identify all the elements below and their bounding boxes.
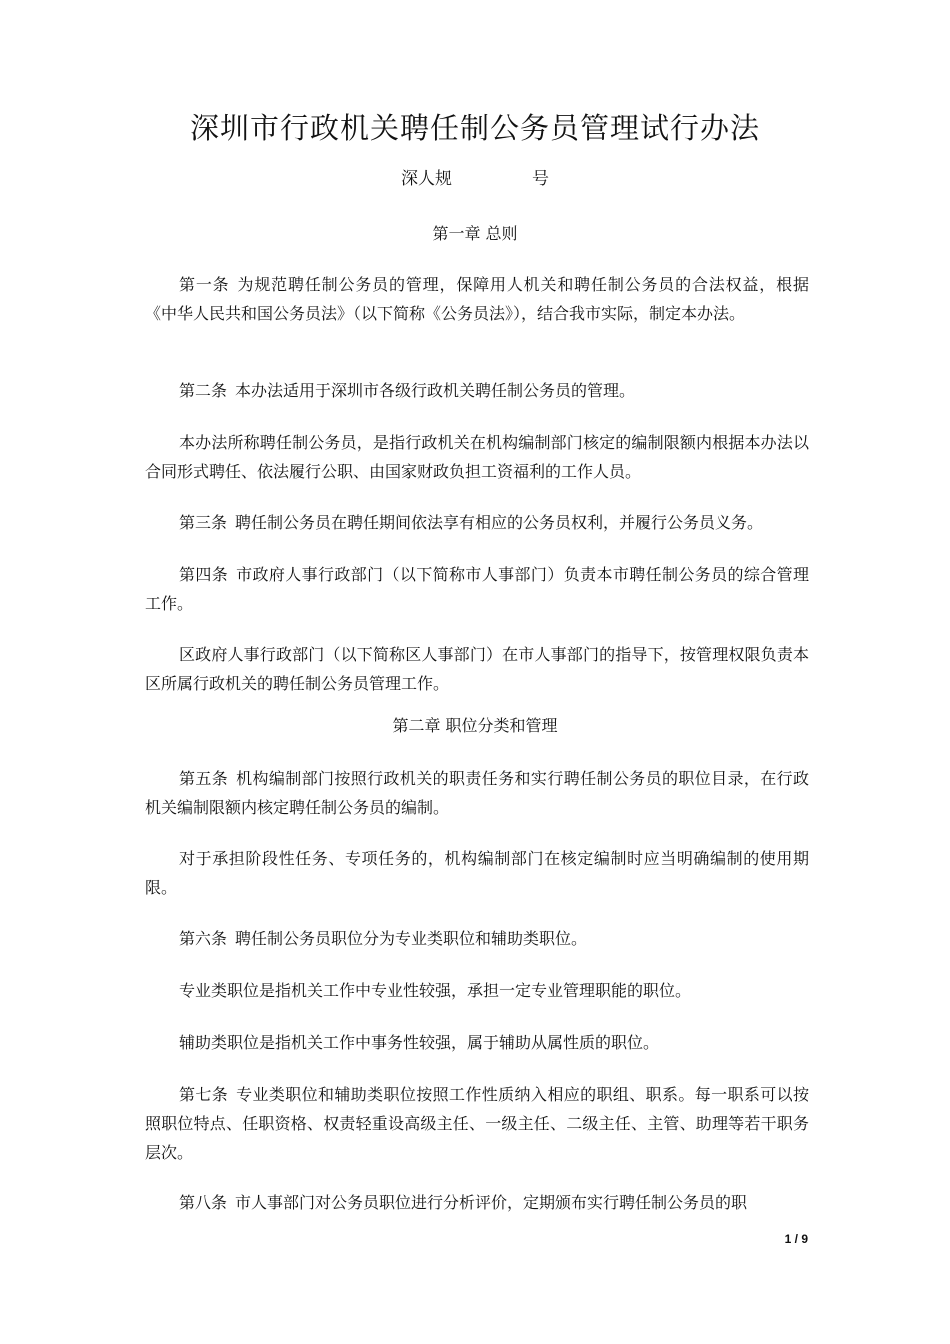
- article-number: 第五条: [179, 769, 229, 788]
- article-paragraph: [145, 508, 809, 537]
- article-text: 专业类职位和辅助类职位按照工作性质纳入相应的职组、职系。每一职系可以按照职位特点、任职资格、权责轻重设高级主任、一级主任、二级主任、主管、助理等若干职务层次。: [145, 1085, 809, 1162]
- article-paragraph: [145, 1028, 809, 1057]
- article-paragraph: [145, 764, 809, 822]
- article-paragraph: [145, 428, 809, 486]
- article-text: 本办法所称聘任制公务员，是指行政机关在机构编制部门核定的编制限额内根据本办法以合同形式聘任、依法履行公职、由国家财政负担工资福利的工作人员。: [145, 433, 809, 481]
- article-paragraph: [145, 640, 809, 698]
- document-number-suffix: 号: [532, 169, 549, 189]
- article-text: 区政府人事行政部门（以下简称区人事部门）在市人事部门的指导下，按管理权限负责本区所属行政机关的聘任制公务员管理工作。: [145, 645, 809, 693]
- page-indicator: 1 / 9: [784, 1232, 808, 1246]
- article-paragraph: [145, 1188, 809, 1217]
- article-paragraph: [145, 976, 809, 1005]
- article-text: 辅助类职位是指机关工作中事务性较强，属于辅助从属性质的职位。: [179, 1033, 660, 1052]
- article-paragraph: [145, 924, 809, 953]
- article-text: 聘任制公务员职位分为专业类职位和辅助类职位。: [235, 929, 588, 948]
- article-number: 第七条: [179, 1085, 229, 1104]
- chapter-heading-1: 第一章 总则: [432, 224, 518, 243]
- article-text: 为规范聘任制公务员的管理，保障用人机关和聘任制公务员的合法权益，根据《中华人民共和国公务员法》（以下简称《公务员法》），结合我市实际，制定本办法。: [145, 275, 809, 323]
- article-paragraph: [145, 270, 809, 328]
- article-number: 第三条: [179, 513, 228, 532]
- article-text: 机构编制部门按照行政机关的职责任务和实行聘任制公务员的职位目录，在行政机关编制限额内核定聘任制公务员的编制。: [145, 769, 809, 817]
- article-text: 聘任制公务员在聘任期间依法享有相应的公务员权利，并履行公务员义务。: [235, 513, 764, 532]
- article-paragraph: [145, 376, 809, 405]
- chapter-heading-2: 第二章 职位分类和管理: [392, 716, 558, 735]
- article-text: 本办法适用于深圳市各级行政机关聘任制公务员的管理。: [235, 381, 636, 400]
- article-paragraph: [145, 844, 809, 902]
- article-paragraph: [145, 1080, 809, 1167]
- article-number: 第六条: [179, 929, 228, 948]
- article-number: 第二条: [179, 381, 228, 400]
- article-text: 市人事部门对公务员职位进行分析评价，定期颁布实行聘任制公务员的职: [235, 1193, 748, 1212]
- document-number-prefix: 深人规: [401, 169, 452, 189]
- article-paragraph: [145, 560, 809, 618]
- article-text: 市政府人事行政部门（以下简称市人事部门）负责本市聘任制公务员的综合管理工作。: [145, 565, 809, 613]
- article-number: 第一条: [179, 275, 230, 294]
- article-number: 第八条: [179, 1193, 228, 1212]
- document-number: [0, 164, 950, 194]
- article-text: 专业类职位是指机关工作中专业性较强，承担一定专业管理职能的职位。: [179, 981, 692, 1000]
- article-number: 第四条: [179, 565, 229, 584]
- article-text: 对于承担阶段性任务、专项任务的，机构编制部门在核定编制时应当明确编制的使用期限。: [145, 849, 809, 897]
- document-title: 深圳市行政机关聘任制公务员管理试行办法: [189, 111, 760, 145]
